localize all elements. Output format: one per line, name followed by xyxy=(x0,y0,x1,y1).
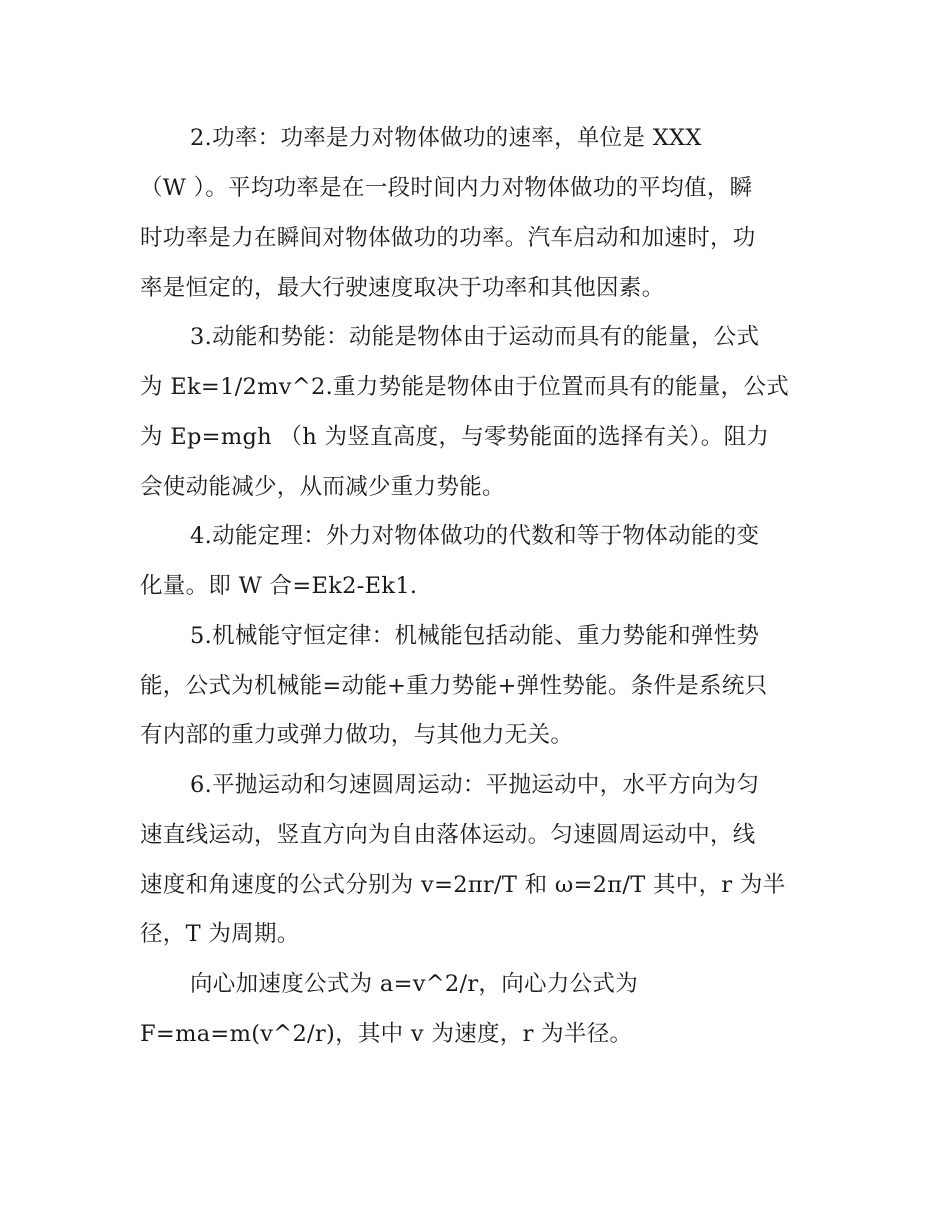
paragraph-conservation-line-3: 有内部的重力或弹力做功，与其他力无关。 xyxy=(140,722,574,748)
paragraph-power-line-3: 时功率是力在瞬间对物体做功的功率。汽车启动和加速时，功 xyxy=(140,225,756,251)
paragraph-centripetal-line-1: 向心加速度公式为 a=v^2/r，向心力公式为 xyxy=(190,971,639,997)
paragraph-motion-line-1: 6.平抛运动和匀速圆周运动：平抛运动中，水平方向为匀 xyxy=(190,772,760,798)
paragraph-power-line-1: 2.功率：功率是力对物体做功的速率，单位是 XXX xyxy=(190,125,702,151)
paragraph-energy-line-2: 为 Ek=1/2mv^2.重力势能是物体由于位置而具有的能量，公式 xyxy=(140,374,790,400)
paragraph-motion-line-4: 径，T 为周期。 xyxy=(140,921,300,947)
paragraph-theorem-line-2: 化量。即 W 合=Ek2-Ek1. xyxy=(140,573,418,599)
paragraph-conservation-line-1: 5.机械能守恒定律：机械能包括动能、重力势能和弹性势 xyxy=(190,623,760,649)
paragraph-theorem-line-1: 4.动能定理：外力对物体做功的代数和等于物体动能的变 xyxy=(190,523,760,549)
paragraph-energy-line-1: 3.动能和势能：动能是物体由于运动而具有的能量，公式 xyxy=(190,324,760,350)
paragraph-conservation-line-2: 能，公式为机械能=动能+重力势能+弹性势能。条件是系统只 xyxy=(140,673,768,699)
paragraph-energy-line-4: 会使动能减少，从而减少重力势能。 xyxy=(140,474,505,500)
paragraph-centripetal-line-2: F=ma=m(v^2/r)，其中 v 为速度，r 为半径。 xyxy=(140,1021,633,1047)
paragraph-power-line-2: （W ）。平均功率是在一段时间内力对物体做功的平均值，瞬 xyxy=(140,175,753,201)
paragraph-motion-line-2: 速直线运动，竖直方向为自由落体运动。匀速圆周运动中，线 xyxy=(140,822,756,848)
paragraph-energy-line-3: 为 Ep=mgh （h 为竖直高度，与零势能面的选择有关）。阻力 xyxy=(140,424,770,450)
paragraph-motion-line-3: 速度和角速度的公式分别为 v=2πr/T 和 ω=2π/T 其中，r 为半 xyxy=(140,872,786,898)
paragraph-power-line-4: 率是恒定的，最大行驶速度取决于功率和其他因素。 xyxy=(140,275,665,301)
